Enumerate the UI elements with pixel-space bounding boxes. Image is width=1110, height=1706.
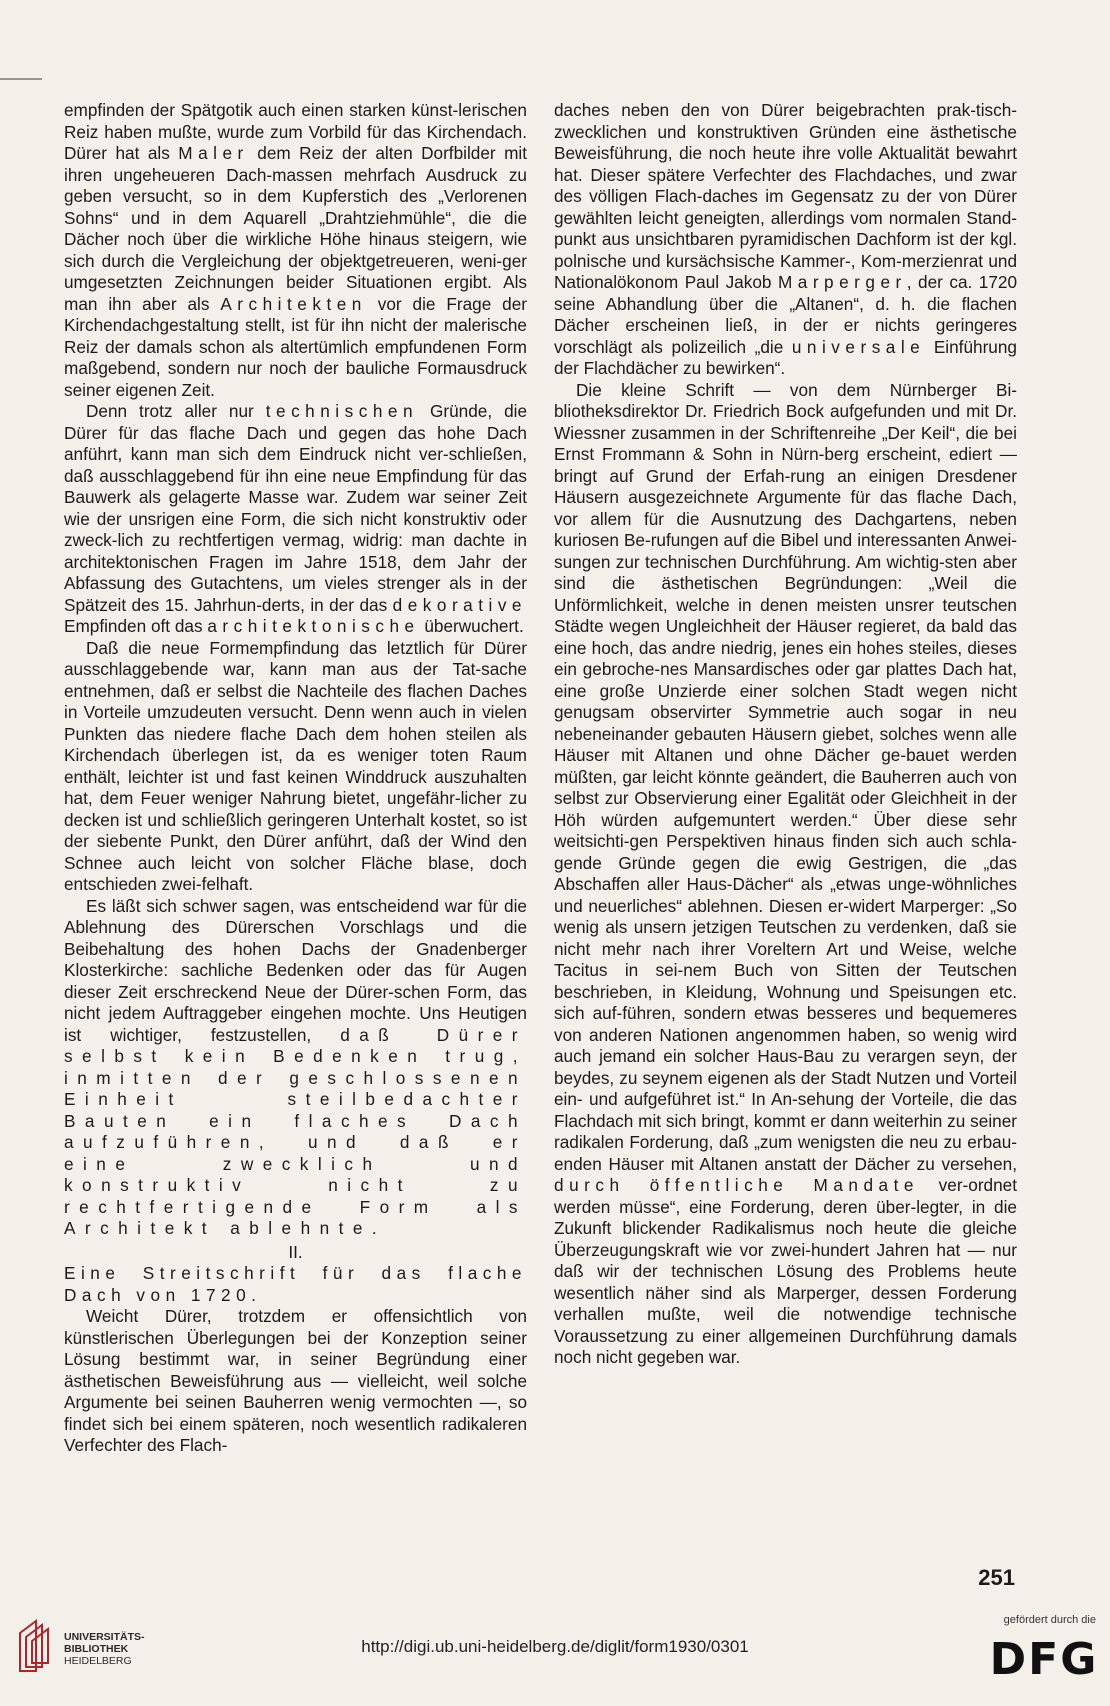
funding-caption: gefördert durch die	[1003, 1614, 1096, 1626]
edge-mark	[0, 78, 42, 80]
section-title: Eine Streitschrift für das flache Dach von 1720.	[64, 1263, 527, 1305]
paragraph: Die kleine Schrift — von dem Nürnberger Bi-bliotheksdirektor Dr. Friedrich Bock aufgefunden und mit Dr. Wiessner zusammen in der Schriftenreihe „Der Keil“, die bei Ernst Frommann & Sohn in Nürn-berg erscheint, ediert — bringt auf Grund der Erfah-rung an einigen Dresdener Häusern ausgezeichnete Argumente für das flache Dach, vor allem für die Ausnutzung des Dachgartens, neben kuriosen Be-rufungen auf die Bibel und interessanten Anwei-sungen zur technischen Durchführung. Am wichtig-sten aber sind die ästhetischen Begründungen: „Weil die Unförmlichkeit, welche in denen meisten unsrer teutschen Städte wegen Ungleichheit der Häuser regieret, da bald das eine hoch, das andre niedrig, jenes ein hohes steiles, dieses ein gebroche-nes Mansardisches oder gar plattes Dach hat, eine große Unzierde einer solchen Stadt wegen nicht genugsam observirter Symmetrie auch sogar in neu nebeneinander gebauten Häusern giebet, solches wenn alle Häuser mit Altanen und ohne Dächer ge-bauet werden müßten, gar leicht könnte geändert, die Bauherren auch von selbst zur Observierung einer Egalität oder Gleichheit in der Höh würden aufgemuntert werden.“ Über diese sehr weitsichti-gen Perspektiven hinaus finden sich auch schla-gende Gründe gegen die ewig Gestrigen, die „das Abschaffen aller Haus-Dächer“ als „etwas unge-wöhnliches und neuerliches“ ablehnen. Diesen er-widert Marperger: „So wenig als unsern jetzigen Teutschen zu verdenken, daß sie nicht mehr nach ihrer Voreltern Art und Weise, welche Tacitus in sei-nem Buch von Sitten der Teutschen beschrieben, in Kleidung, Wohnung und Speisungen etc. sich auf-führen, sondern etwas besseres und bequemeres von anderen Nationen angenommen haben, so wenig wird auch jemand ein solcher Haus-Bau zu verargen seyn, der beydes, zu seynem eigenen als der Stadt Nutzen und Vorteil ein- und aufgeführet ist.“ In An-sehung der Vorteile, die das Flachdach mit sich bringt, kommt er dann weiterhin zu seiner radikalen Forderung, daß „zum wenigsten die neu zu erbau-enden Häuser mit Altanen anstatt der Dächer zu versehen, durch öffentliche Mandate ver-ordnet werden müsse“, eine Forderung, deren über-legter, in die Zukunft blickender Radikalismus noch heute die gleiche Überzeugungskraft wie vor zwei-hundert Jahren hat — nur daß wir der technischen Lösung des Problems heute wesentlich näher sind als Marperger, dessen Forderung verhallen mußte, weil die notwendige technische Voraussetzung zu einer allgemeinen Durchführung damals noch nicht gegeben war.	[554, 379, 1017, 1367]
paragraph: daches neben den von Dürer beigebrachten prak-tisch-zwecklichen und konstruktiven Gründen eine ästhetische Beweisführung, die noch heute ihre volle Aktualität bewahrt hat. Dieser spätere Verfechter des Flachdaches, und zwar des völligen Flach-daches im Gegensatz zu der von Dürer gewählten leicht geneigten, allerdings vom normalen Stand-punkt aus unsichtbaren pyramidischen Dachform ist der kgl. polnische und kursächsische Kammer-, Kom-merzienrat und Nationalökonom Paul Jakob Marperger, der ca. 1720 seine Abhandlung über die „Altanen“, d. h. die flachen Dächer erscheinen ließ, in der er nichts geringeres vorschlägt als polizeilich „die universale Einführung der Flachdächer zu bewirken“.	[554, 100, 1018, 378]
section-number: II.	[288, 1241, 303, 1262]
digitization-footer	[0, 1608, 1110, 1706]
left-column	[64, 100, 527, 1457]
paragraph: Es läßt sich schwer sagen, was entscheidend war für die Ablehnung des Dürerschen Vorschlags und die Beibehaltung des hohen Dachs der Gnadenberger Klosterkirche: sachliche Bedenken oder das für Augen dieser Zeit erschreckend Neue der Dürer-schen Form, das nicht jedem Auftraggeber eingehen mochte. Uns Heutigen ist wichtiger, festzustellen, daß Dürer selbst kein Bedenken trug, inmitten der geschlossenen Einheit steilbedachter Bauten ein flaches Dach aufzuführen, und daß er eine zwecklich und konstruktiv nicht zu rechtfertigende Form als Architekt ablehnte.	[64, 895, 527, 1238]
library-name: UNIVERSITÄTS- BIBLIOTHEK HEIDELBERG	[64, 1631, 145, 1667]
dfg-logo-icon	[990, 1632, 1098, 1680]
paragraph: Daß die neue Formempfindung das letztlich für Dürer ausschlaggebende war, kann man aus der Tat-sache entnehmen, daß er selbst die Nachteile des flachen Daches in Vorteile umzudeuten versucht. Denn wenn auch in vielen Punkten das niedere flache Dach dem hohen steilen als Kirchendach überlegen ist, da es weniger toten Raum enthält, leichter ist und fast keinen Winddruck auszuhalten hat, dem Feuer weniger Nahrung bietet, ungefähr-licher zu decken ist und schließlich geringeren Unterhalt kostet, so ist der siebente Punkt, den Dürer anführt, daß der Wind den Schnee auch leicht von solcher Fläche blase, doch entschieden zwei-felhaft.	[64, 637, 527, 894]
right-column	[554, 100, 1017, 1369]
digital-copy-link[interactable]: http://digi.ub.uni-heidelberg.de/diglit/form1930/0301	[361, 1637, 749, 1656]
page-number: 251	[978, 1565, 1015, 1590]
svg-text:DFG: DFG	[990, 1634, 1098, 1680]
paragraph: empfinden der Spätgotik auch einen starken künst-lerischen Reiz haben mußte, wurde zum Vorbild für das Kirchendach. Dürer hat als Maler dem Reiz der alten Dorfbilder mit ihren ungeheueren Dach-massen mehrfach Ausdruck zu geben versucht, so in dem Kupferstich des „Verlorenen Sohns“ und in dem Aquarell „Drahtziehmühle“, die die Dächer noch über die wirkliche Höhe hinaus steigern, wie sich durch die Vergleichung der objektgetreueren, weni-ger umgesetzten Zeichnungen beider Situationen ergibt. Als man ihn aber als Architekten vor die Frage der Kirchendachgestaltung stellt, ist für ihn nicht der malerische Reiz der damals schon als altertümlich empfundenen Form maßgebend, sondern nur noch der bauliche Formausdruck seiner eigenen Zeit.	[64, 100, 527, 400]
paragraph: Weicht Dürer, trotzdem er offensichtlich von künstlerischen Überlegungen bei der Konzeption seiner Lösung bestimmt war, in seiner Begründung einer ästhetischen Beweisführung aus — vielleicht, weil solche Argumente bei seinen Bauherren wenig vermochten —, so findet sich bei einem späteren, noch wesentlich radikaleren Verfechter des Flach-	[64, 1306, 527, 1455]
paragraph: Denn trotz aller nur technischen Gründe, die Dürer für das flache Dach und gegen das hohe Dach anführt, kann man sich dem Eindruck nicht ver-schließen, daß ausschlaggebend für ihn eine neue Empfindung für das Bauwerk als gelagerte Masse war. Zudem war seiner Zeit wie der unsrigen eine Form, die sich nicht konstruktiv oder zweck-lich zu rechtfertigen vermag, widrig: man dachte in architektonischen Fragen im Jahre 1518, dem Jahr der Abfassung des Gutachtens, um vieles strenger als in der Spätzeit des 15. Jahrhun-derts, in der das dekorative Empfinden oft das architektonische überwuchert.	[64, 401, 528, 636]
